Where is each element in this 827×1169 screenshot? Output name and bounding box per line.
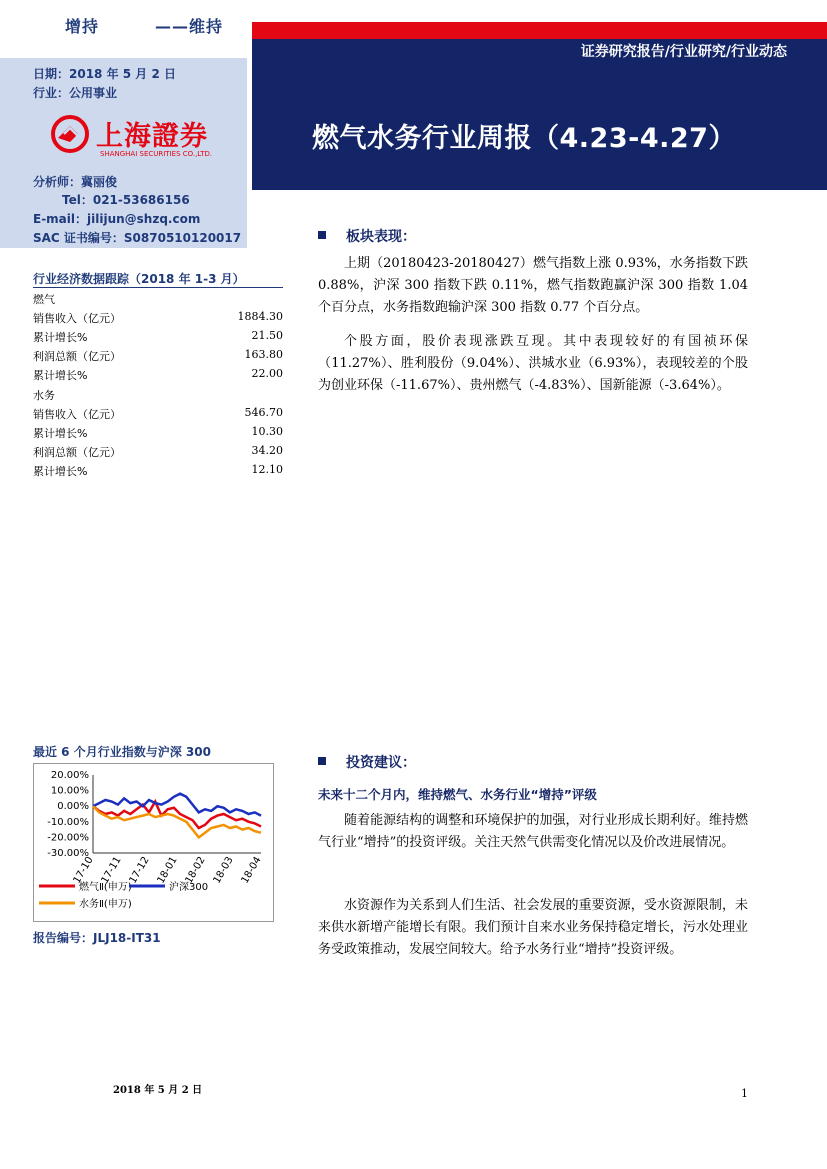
row-value: 163.80	[244, 348, 283, 361]
x-tick-label: 18-03	[211, 855, 236, 886]
section-heading-performance	[318, 226, 416, 246]
index-line-chart	[33, 763, 283, 923]
table-row	[33, 364, 283, 383]
row-label: 销售收入（亿元）	[33, 408, 121, 421]
row-value: 1884.30	[237, 310, 283, 323]
section-heading-advice	[318, 752, 416, 772]
table-row	[33, 307, 283, 326]
x-tick-label: 17-12	[127, 855, 152, 886]
performance-paragraph-1: 上期（20180423-20180427）燃气指数上涨 0.93%，水务指数下跌 0.88%，沪深 300 指数下跌 0.11%，燃气指数跑赢沪深 300 指数 1.04 个百分点，水务指数跑输沪深 300 指数 0.77 个百分点。	[318, 256, 748, 315]
report-date: 日期：2018 年 5 月 2 日	[33, 67, 176, 81]
report-number: 报告编号：JLJ18-IT31	[33, 931, 161, 945]
industry-label: 行业：公用事业	[33, 86, 118, 100]
analyst-email: E-mail：jilijun@shzq.com	[33, 212, 201, 226]
table-row	[33, 326, 283, 345]
chart-title: 最近 6 个月行业指数与沪深 300	[33, 745, 211, 759]
analyst-name: 分析师：冀丽俊	[33, 175, 118, 189]
row-label: 累计增长%	[33, 369, 88, 382]
section-heading-text: 板块表现：	[346, 229, 416, 245]
table-row	[33, 288, 283, 307]
row-label: 累计增长%	[33, 465, 88, 478]
advice-paragraph-1: 随着能源结构的调整和环境保护的加强，对行业形成长期利好。维持燃气行业“增持”的投资评级。关注天然气供需变化情况以及价改进展情况。	[318, 813, 748, 850]
row-value: 21.50	[251, 329, 283, 342]
legend-label: 水务Ⅱ(申万)	[79, 899, 132, 910]
report-category: 证券研究报告/行业研究/行业动态	[580, 44, 787, 60]
y-tick-label: -30.00%	[47, 848, 89, 859]
bullet-square-icon	[318, 757, 326, 765]
table-row	[33, 441, 283, 460]
row-label: 利润总额（亿元）	[33, 350, 121, 363]
logo-english-text: SHANGHAI SECURITIES CO.,LTD.	[100, 150, 213, 158]
row-value: 22.00	[251, 367, 283, 380]
y-tick-label: -10.00%	[47, 816, 89, 828]
header-navy-band	[252, 39, 827, 190]
advice-subheading: 未来十二个月内，维持燃气、水务行业“增持”评级	[318, 787, 597, 802]
row-label: 燃气	[33, 293, 55, 306]
data-table-title: 行业经济数据跟踪（2018 年 1-3 月）	[33, 272, 245, 286]
bullet-square-icon	[318, 231, 326, 239]
x-tick-label: 18-02	[183, 855, 208, 886]
row-label: 累计增长%	[33, 427, 88, 440]
y-tick-label: 10.00%	[50, 785, 89, 797]
footer-date: 2018 年 5 月 2 日	[113, 1085, 203, 1096]
sac-number: SAC 证书编号：S0870510120017	[33, 231, 242, 245]
row-label: 累计增长%	[33, 331, 88, 344]
row-value: 34.20	[251, 444, 283, 457]
report-title: 燃气水务行业周报（4.23-4.27）	[312, 123, 736, 154]
legend-label: 沪深300	[169, 882, 209, 893]
x-tick-label: 17-10	[71, 855, 96, 886]
table-row	[33, 460, 283, 479]
row-value: 10.30	[251, 425, 283, 438]
y-tick-label: -20.00%	[47, 832, 89, 844]
table-row	[33, 384, 283, 403]
legend-label: 燃气Ⅱ(申万)	[79, 882, 132, 893]
table-row	[33, 422, 283, 441]
x-tick-label: 18-04	[239, 855, 264, 886]
analyst-tel: Tel：021-53686156	[62, 193, 190, 207]
x-tick-label: 17-11	[99, 855, 124, 886]
rating-previous: ——维持	[155, 17, 224, 36]
row-value: 546.70	[244, 406, 283, 419]
y-tick-label: 0.00%	[57, 801, 89, 813]
performance-paragraph-2: 个股方面，股价表现涨跌互现。其中表现较好的有国祯环保（11.27%）、胜利股份（9.04%）、洪城水业（6.93%），表现较差的个股为创业环保（-11.67%）、贵州燃气（-4.83%）、国新能源（-3.64%）。	[318, 334, 748, 393]
x-tick-label: 18-01	[155, 855, 180, 886]
row-label: 利润总额（亿元）	[33, 446, 121, 459]
page-number: 1	[741, 1087, 748, 1100]
row-label: 销售收入（亿元）	[33, 312, 121, 325]
header-red-band	[252, 22, 827, 39]
shanghai-securities-logo	[50, 114, 240, 164]
rating-current: 增持	[65, 17, 100, 36]
table-row	[33, 345, 283, 364]
y-tick-label: 20.00%	[50, 770, 89, 781]
table-row	[33, 403, 283, 422]
section-heading-text: 投资建议：	[346, 755, 416, 771]
row-label: 水务	[33, 389, 55, 402]
logo-chinese-text: 上海證券	[96, 121, 208, 152]
row-value: 12.10	[251, 463, 283, 476]
advice-paragraph-2: 水资源作为关系到人们生活、社会发展的重要资源，受水资源限制，未来供水新增产能增长有限。我们预计自来水业务保持稳定增长，污水处理业务受政策推动，发展空间较大。给予水务行业“增持”投资评级。	[318, 898, 748, 957]
